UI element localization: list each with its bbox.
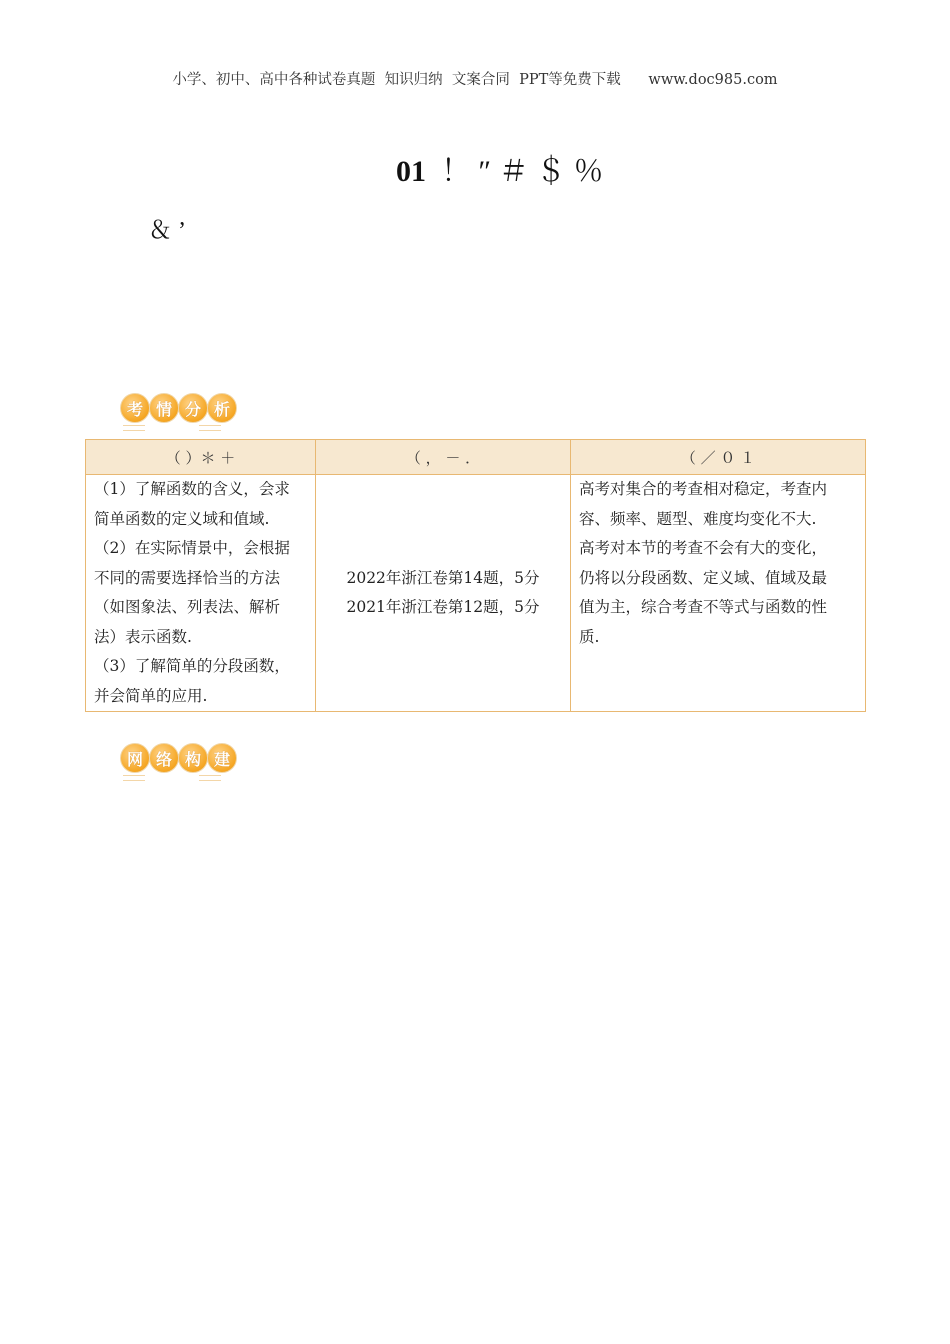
badge-char: 考 <box>120 393 150 423</box>
cell-line: 法）表示函数. <box>94 627 192 646</box>
cell-line: 并会简单的应用. <box>94 686 208 705</box>
table-header-row <box>86 440 866 475</box>
cell-line: 质. <box>579 627 600 646</box>
cell-line: 简单函数的定义域和值域. <box>94 509 270 528</box>
exam-years-cell <box>316 475 571 712</box>
table-row <box>86 475 866 712</box>
badge-char: 分 <box>178 393 208 423</box>
badge-underline <box>123 425 221 429</box>
page-subtitle: ＆ ’ <box>148 218 186 244</box>
page-title <box>396 146 604 190</box>
requirements-cell <box>86 475 316 712</box>
badge-underline <box>123 775 221 779</box>
exam-analysis-table <box>85 439 866 712</box>
section-badge-analysis <box>120 393 236 423</box>
column-header: （ ／ ０ １ <box>571 440 866 475</box>
cell-line: 不同的需要选择恰当的方法 <box>94 568 281 587</box>
cell-line: （如图象法、列表法、解析 <box>94 598 281 616</box>
chapter-number: 01 <box>396 155 426 188</box>
cell-line: （2）在实际情景中，会根据 <box>94 539 290 557</box>
cell-line: 容、频率、题型、难度均变化不大. <box>579 509 817 528</box>
badge-char: 络 <box>149 743 179 773</box>
badge-char: 网 <box>120 743 150 773</box>
cell-line: 高考对本节的考查不会有大的变化， <box>579 539 828 557</box>
column-header: （ ， － ． <box>316 440 571 475</box>
cell-line: （1）了解函数的含义，会求 <box>94 480 290 498</box>
forecast-cell <box>571 475 866 712</box>
cell-line: （3）了解简单的分段函数， <box>94 657 290 675</box>
section-badge-network <box>120 743 236 773</box>
cell-line: 高考对集合的考查相对稳定，考查内 <box>579 480 828 498</box>
title-text: ！ ″ ＃ ＄ ％ <box>426 155 604 188</box>
cell-line: 仍将以分段函数、定义域、值域及最 <box>579 568 828 587</box>
cell-line: 值为主，综合考查不等式与函数的性 <box>579 598 828 616</box>
badge-char: 建 <box>207 743 237 773</box>
badge-char: 构 <box>178 743 208 773</box>
badge-char: 情 <box>149 393 179 423</box>
badge-char: 析 <box>207 393 237 423</box>
cell-line: 2021年浙江卷第12题，5分 <box>346 598 540 616</box>
column-header: （ ）＊ ＋ <box>86 440 316 475</box>
cell-line: 2022年浙江卷第14题，5分 <box>346 568 540 587</box>
page-header: 小学、初中、高中各种试卷真题 知识归纳 文案合同 PPT等免费下载 www.doc985.com <box>172 72 778 88</box>
